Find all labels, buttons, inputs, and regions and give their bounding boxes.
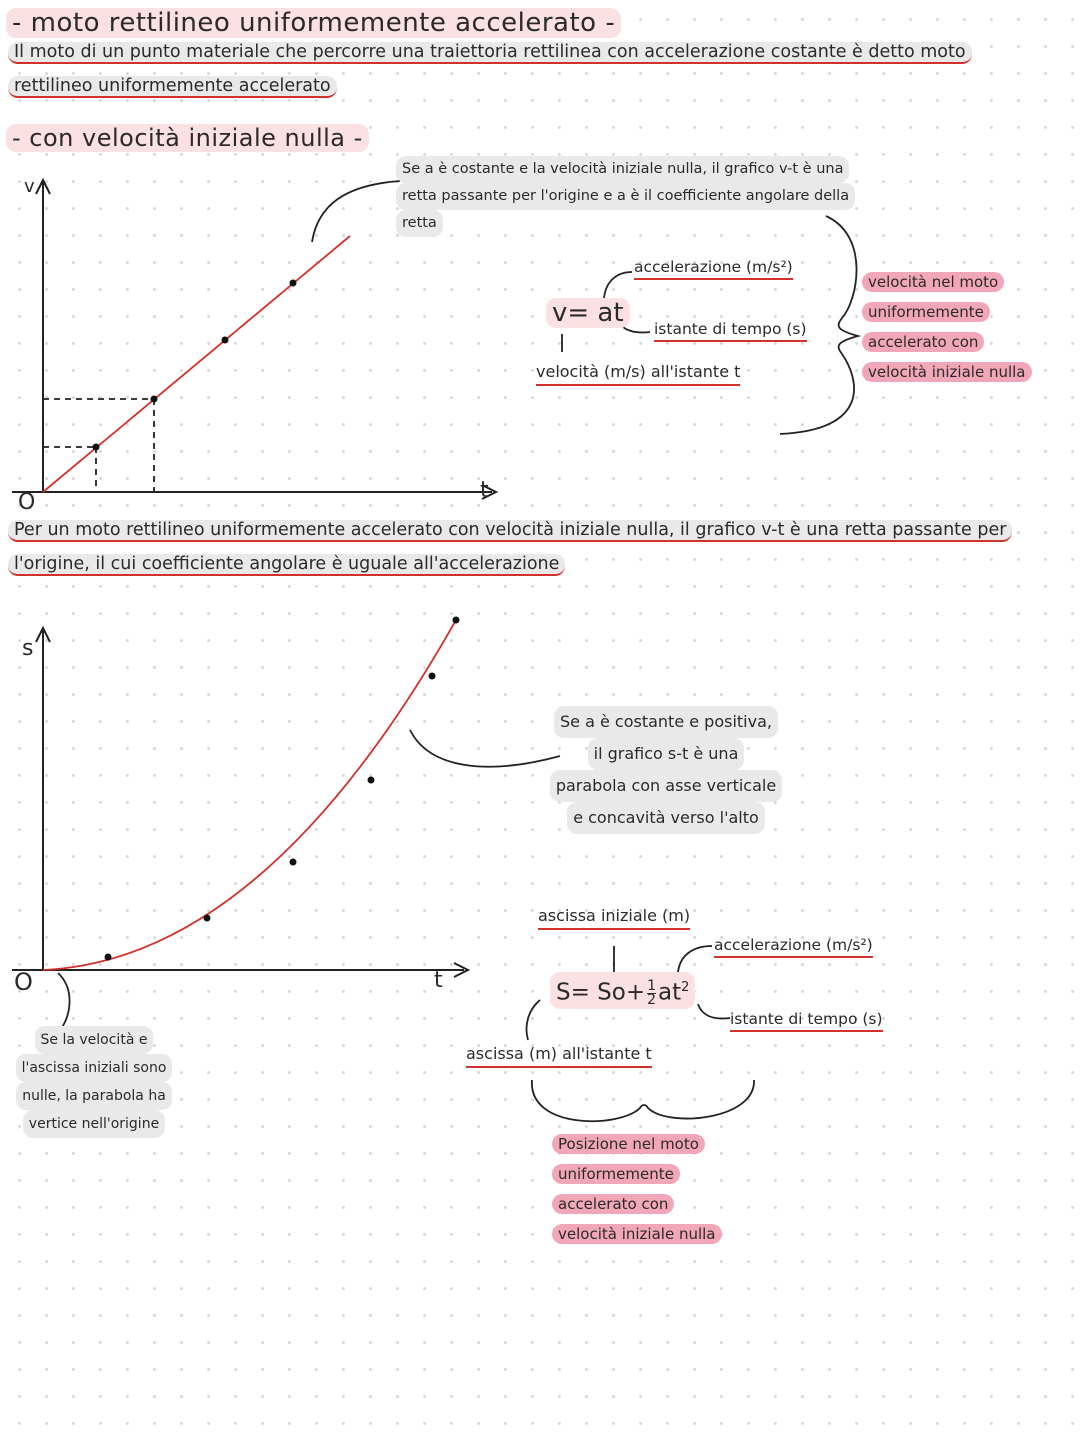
st-y-axis-label: s xyxy=(22,636,34,661)
st-points xyxy=(105,617,460,961)
st-origin-pointer xyxy=(58,973,70,1030)
st-label-position: ascissa (m) all'istante t xyxy=(466,1042,652,1068)
vt-origin-label: O xyxy=(18,490,36,515)
intro-line-1: Il moto di un punto materiale che percorre una traiettoria rettilinea con accelerazione costante è detto moto xyxy=(8,36,972,69)
st-point xyxy=(105,954,112,961)
subtitle: - con velocità iniziale nulla - xyxy=(6,124,369,152)
st-formula-fraction-den: 2 xyxy=(647,991,657,1008)
vt-note-pointer xyxy=(312,181,400,242)
intro-line-2: rettilineo uniformemente accelerato xyxy=(8,70,337,103)
st-point xyxy=(429,673,436,680)
st-point xyxy=(453,617,460,624)
st-formula-at: at xyxy=(658,979,682,1006)
vt-point xyxy=(290,280,297,287)
vt-label-time: istante di tempo (s) xyxy=(654,318,807,342)
vt-point xyxy=(222,337,229,344)
st-origin-label: O xyxy=(14,968,33,996)
vt-point xyxy=(93,444,100,451)
st-point xyxy=(290,859,297,866)
vt-formula: v= at xyxy=(546,298,630,328)
st-origin-note: Se la velocità e l'ascissa iniziali sono nulle, la parabola ha vertice nell'origine xyxy=(6,1026,182,1138)
st-axes xyxy=(12,628,468,977)
st-point xyxy=(368,777,375,784)
st-formula-fraction-num: 1 xyxy=(647,977,657,994)
vt-label-acceleration: accelerazione (m/s²) xyxy=(634,256,793,280)
st-formula-fraction xyxy=(647,977,657,1008)
page-title: - moto rettilineo uniformemente accelerato - xyxy=(6,8,621,38)
vt-x-axis-label: t xyxy=(480,478,489,503)
st-summary-brace xyxy=(532,1080,754,1121)
st-label-time: istante di tempo (s) xyxy=(730,1008,883,1032)
st-graph-note: Se a è costante e positiva, il grafico s-t è una parabola con asse verticale e concavità verso l'alto xyxy=(536,706,796,834)
vt-statement-line-2: l'origine, il cui coefficiente angolare è uguale all'accelerazione xyxy=(8,548,565,581)
st-label-acceleration: accelerazione (m/s²) xyxy=(714,934,873,958)
st-x-axis-label: t xyxy=(434,968,443,993)
st-formula-s: S= So+ xyxy=(556,979,646,1006)
st-summary: Posizione nel moto uniformemente accelerato con velocità iniziale nulla xyxy=(552,1134,722,1254)
vt-graph-note: Se a è costante e la velocità iniziale nulla, il grafico v-t è una retta passante per l'origine e a è il coefficiente angolare della retta xyxy=(396,156,855,237)
vt-y-axis-label: v xyxy=(24,176,35,197)
vt-point xyxy=(151,396,158,403)
st-formula xyxy=(550,972,695,1009)
st-label-initial: ascissa iniziale (m) xyxy=(538,904,690,930)
st-parabola xyxy=(43,620,456,970)
st-point xyxy=(204,915,211,922)
vt-summary: velocità nel moto uniformemente accelerato con velocità iniziale nulla xyxy=(862,272,1032,392)
vt-statement-line-1: Per un moto rettilineo uniformemente accelerato con velocità iniziale nulla, il grafico v-t è una retta passante per xyxy=(8,514,1012,547)
st-formula-exponent: 2 xyxy=(681,980,690,995)
vt-line xyxy=(43,236,350,492)
vt-label-velocity: velocità (m/s) all'istante t xyxy=(536,360,740,386)
